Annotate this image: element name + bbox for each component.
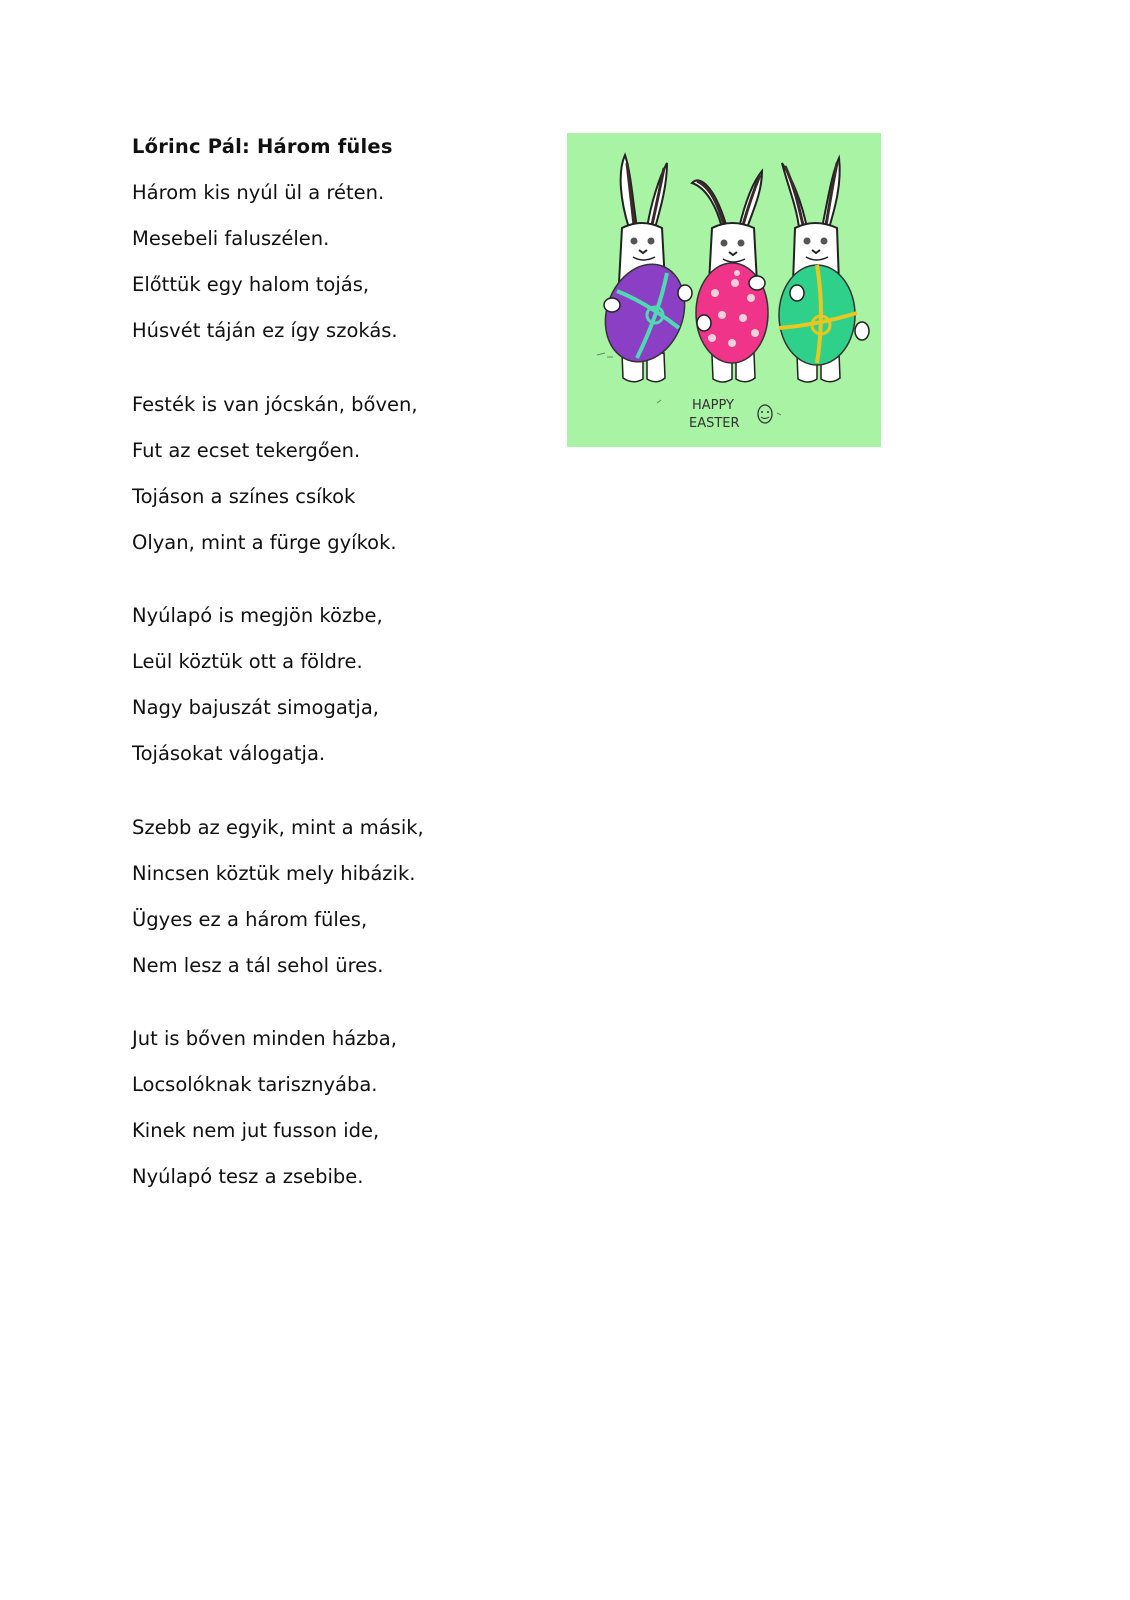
poem-line: Olyan, mint a fürge gyíkok. (132, 530, 397, 554)
poem-line: Húsvét táján ez így szokás. (132, 319, 398, 342)
stanza-5 (132, 1025, 532, 1191)
easter-bunnies-illustration (567, 133, 881, 447)
bunnies-with-eggs-icon (567, 133, 881, 447)
poem-line: Szebb az egyik, mint a másik, (132, 815, 424, 839)
poem-line: Leül köztük ott a földre. (132, 650, 363, 673)
stanza-4 (132, 814, 532, 980)
poem-title: Lőrinc Pál: Három füles (132, 135, 393, 158)
poem-line: Locsolóknak tarisznyába. (132, 1073, 378, 1096)
poem-line: Nem lesz a tál sehol üres. (132, 953, 384, 977)
poem-line: Jut is bőven minden házba, (132, 1027, 397, 1050)
bunny-right (779, 158, 869, 382)
stanza-3 (132, 602, 532, 768)
poem-line: Nagy bajuszát simogatja, (132, 696, 379, 719)
poem-line: Mesebeli faluszélen. (132, 227, 330, 250)
poem-line: Előttük egy halom tojás, (132, 273, 370, 296)
caption-happy: HAPPY (692, 398, 735, 413)
caption-easter: EASTER (689, 416, 740, 431)
stanza-1 (132, 179, 532, 345)
poem-line: Ügyes ez a három füles, (132, 907, 368, 931)
poem (132, 133, 532, 1209)
poem-line: Tojáson a színes csíkok (132, 484, 356, 508)
poem-line: Tojásokat válogatja. (132, 742, 326, 765)
bunny-middle (692, 171, 768, 382)
stanza-2 (132, 391, 532, 557)
poem-line: Fut az ecset tekergően. (132, 438, 361, 462)
bunny-left (592, 155, 698, 382)
poem-line: Nincsen köztük mely hibázik. (132, 861, 416, 885)
poem-line: Kinek nem jut fusson ide, (132, 1119, 380, 1142)
poem-line: Nyúlapó is megjön közbe, (132, 604, 383, 627)
poem-line: Három kis nyúl ül a réten. (132, 181, 385, 204)
poem-line: Nyúlapó tesz a zsebibe. (132, 1165, 364, 1188)
poem-line: Festék is van jócskán, bőven, (132, 392, 418, 416)
